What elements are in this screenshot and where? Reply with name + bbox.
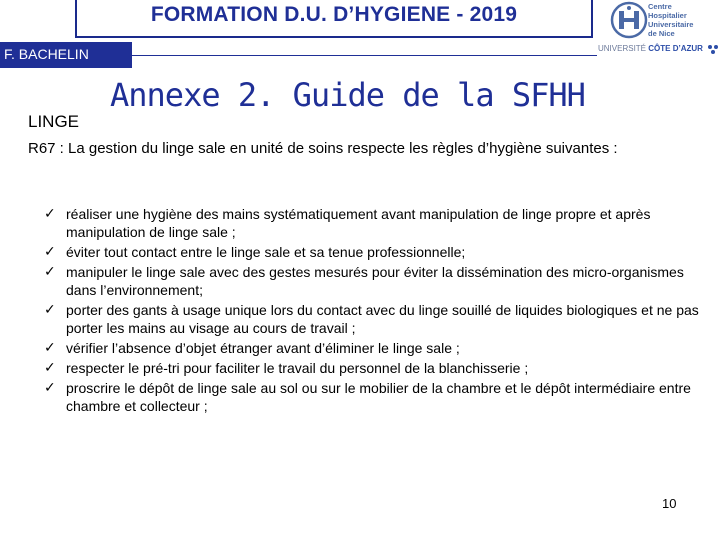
- list-item: [44, 301, 704, 337]
- list-item: [44, 243, 704, 261]
- university-prefix: UNIVERSITÉ: [598, 44, 647, 54]
- list-item: [44, 263, 704, 299]
- hospital-line: Hospitalier: [648, 11, 687, 20]
- list-item-text: vérifier l’absence d’objet étranger avant d’éliminer le linge sale ;: [66, 340, 460, 356]
- header-divider: [132, 55, 597, 56]
- slide-title: Annexe 2. Guide de la SFHH: [110, 76, 585, 114]
- hospital-name: [648, 2, 693, 38]
- rule-statement: R67 : La gestion du linge sale en unité de soins respecte les règles d’hygiène suivantes :: [28, 140, 618, 157]
- checkmark-icon: ✓: [44, 244, 56, 260]
- author-bar: [0, 42, 132, 68]
- hospital-line: Universitaire: [648, 20, 694, 29]
- header-title-box: [75, 0, 593, 38]
- checkmark-icon: ✓: [44, 380, 56, 396]
- checkmark-icon: ✓: [44, 264, 56, 280]
- chu-nice-logo-icon: [606, 0, 652, 40]
- author-name: F. BACHELIN: [4, 46, 89, 62]
- checkmark-icon: ✓: [44, 302, 56, 318]
- hospital-line: de Nice: [648, 29, 675, 38]
- section-label: LINGE: [28, 112, 80, 131]
- checkmark-icon: ✓: [44, 360, 56, 376]
- list-item-text: éviter tout contact entre le linge sale et sa tenue professionnelle;: [66, 244, 466, 260]
- list-item-text: respecter le pré-tri pour faciliter le travail du personnel de la blanchisserie ;: [66, 360, 529, 376]
- university-name: [598, 44, 719, 54]
- list-item-text: manipuler le linge sale avec des gestes mesurés pour éviter la dissémination des micro-organismes dans l’environnement;: [66, 264, 684, 298]
- list-item: [44, 205, 704, 241]
- hygiene-rules-list: [44, 205, 704, 417]
- header-title: FORMATION D.U. D’HYGIENE - 2019: [150, 3, 518, 26]
- list-item: [44, 339, 704, 357]
- list-item-text: réaliser une hygiène des mains systématiquement avant manipulation de linge propre et après manipulation de linge sale ;: [66, 206, 651, 240]
- list-item: [44, 359, 704, 377]
- university-logo-icon: [707, 44, 719, 54]
- list-item-text: porter des gants à usage unique lors du contact avec du linge souillé de liquides biologiques et ne pas porter les mains au visage au cours de travail ;: [66, 302, 699, 336]
- list-item: [44, 379, 704, 415]
- checkmark-icon: ✓: [44, 340, 56, 356]
- list-item-text: proscrire le dépôt de linge sale au sol ou sur le mobilier de la chambre et le dépôt intermédiaire entre chambre et collecteur ;: [66, 380, 691, 414]
- university-label: CÔTE D’AZUR: [648, 44, 703, 54]
- hospital-line: Centre: [648, 2, 672, 11]
- institution-logo: [598, 0, 720, 62]
- checkmark-icon: ✓: [44, 206, 56, 222]
- page-number: 10: [662, 496, 677, 511]
